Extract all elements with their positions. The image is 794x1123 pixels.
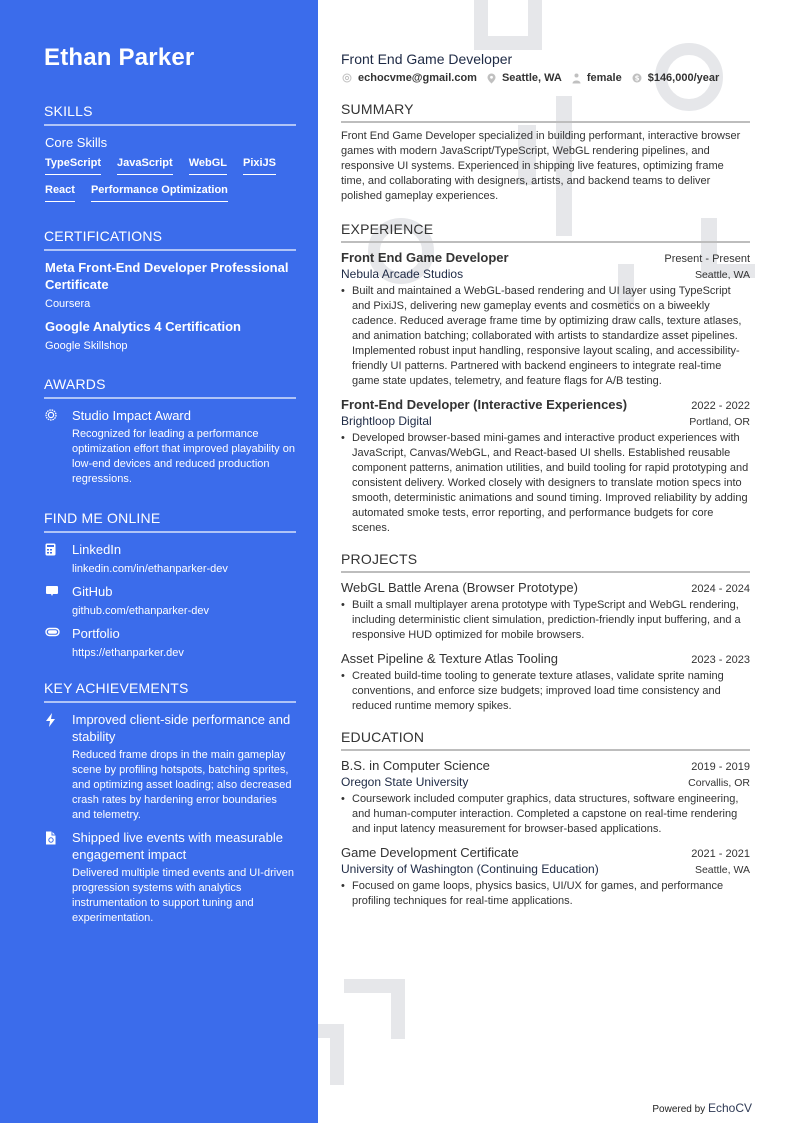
entry-dates: 2024 - 2024 (691, 583, 750, 595)
contact-location (487, 72, 562, 84)
achievement-description: Delivered multiple timed events and UI-driven progression systems with analytics instrumentation to support tuning and experimentation. (72, 867, 294, 924)
award-description: Recognized for leading a performance optimization effort that improved playability on low-end devices and reduced production regressions. (72, 428, 295, 485)
entry-dates: 2022 - 2022 (691, 400, 750, 412)
summary-heading: SUMMARY (341, 100, 750, 123)
entry-bullet: • Coursework included computer graphics, data structures, software engineering, and human-computer interaction. Completed a capstone on real-time rendering and input latency measurement for browser-based applications. (341, 792, 750, 837)
github-link[interactable]: github.com/ethanparker-dev (72, 605, 209, 617)
achievement-description: Reduced frame drops in the main gameplay scene by profiling hotspots, batching sprites, and optimizing asset loading; also decreased crash rates by hardening error boundaries and telemetry. (72, 749, 292, 821)
skill-chip: Performance Optimization (91, 182, 228, 202)
brand-link[interactable]: EchoCV (707, 1101, 752, 1115)
entry-bullet: • Focused on game loops, physics basics, UI/UX for games, and performance profiling techniques for real-time applications. (341, 879, 750, 909)
entry-location: Portland, OR (689, 416, 750, 428)
award-badge-icon (45, 407, 72, 487)
entry-dates: Present - Present (664, 253, 750, 265)
entry-bullet: • Developed browser-based mini-games and interactive product experiences with JavaScript, Canvas/WebGL, and React-based UI shells. Established reusable component patterns, animation utilities, and build tooling for rapid prototyping and consistent delivery. Worked closely with designers to translate motion specs into smooth, deterministic animations and sound timing. Improved reliability by adding automated smoke tests, error reporting, and performance budgets for core scenes. (341, 431, 750, 536)
entry-title: Game Development Certificate (341, 845, 519, 860)
entry-dates: 2023 - 2023 (691, 654, 750, 666)
entry-location: Corvallis, OR (688, 777, 750, 789)
projects-section (341, 550, 750, 714)
projects-heading: PROJECTS (341, 550, 750, 573)
decor-shape (330, 1024, 344, 1085)
entry-bullet: • Created build-time tooling to generate texture atlases, validate sprite naming conventions, and enforce size budgets; improved load time consistency and reduced runtime memory spikes. (341, 669, 750, 714)
online-item-portfolio (45, 625, 296, 661)
achievements-heading: KEY ACHIEVEMENTS (44, 679, 296, 703)
online-label: Portfolio (72, 626, 120, 641)
certification-item (45, 318, 296, 353)
certification-issuer: Google Skillshop (45, 340, 128, 352)
education-entry (341, 844, 750, 909)
linkedin-icon (45, 541, 72, 577)
project-entry (341, 650, 750, 714)
entry-bullet: • Built a small multiplayer arena prototype with TypeScript and WebGL rendering, including deterministic client simulation, prediction-friendly input buffering, and a responsive HUD optimized for mobile browsers. (341, 598, 750, 643)
online-heading: FIND ME ONLINE (44, 509, 296, 533)
contact-email (342, 72, 477, 84)
education-heading: EDUCATION (341, 728, 750, 751)
skill-chip: React (45, 182, 75, 202)
entry-title: Asset Pipeline & Texture Atlas Tooling (341, 651, 559, 666)
linkedin-link[interactable]: linkedin.com/in/ethanparker-dev (72, 563, 228, 575)
skills-group-title: Core Skills (45, 135, 108, 150)
experience-entry (341, 249, 750, 389)
certifications-section (44, 227, 296, 353)
education-section (341, 728, 750, 909)
online-label: LinkedIn (72, 542, 122, 557)
resume-body (341, 50, 750, 916)
entry-org: Nebula Arcade Studios (341, 267, 464, 281)
achievement-title: Improved client-side performance and stability (72, 712, 291, 744)
entry-title: Front-End Developer (Interactive Experiences) (341, 397, 628, 412)
candidate-name: Ethan Parker (44, 44, 195, 71)
achievements-section (44, 679, 296, 926)
contact-gender (572, 72, 622, 84)
gender-text: female (586, 72, 622, 84)
skills-section (44, 102, 296, 209)
portfolio-link[interactable]: https://ethanparker.dev (72, 647, 184, 659)
entry-location: Seattle, WA (694, 864, 750, 876)
skill-chips (45, 155, 296, 209)
entry-dates: 2019 - 2019 (691, 761, 750, 773)
certification-title: Google Analytics 4 Certification (45, 319, 242, 334)
powered-by-footer (652, 1101, 752, 1115)
experience-heading: EXPERIENCE (341, 220, 750, 243)
github-icon (45, 583, 72, 619)
headline-title: Front End Game Developer (341, 51, 513, 67)
decor-shape (391, 979, 405, 1039)
portfolio-icon (45, 625, 72, 661)
awards-heading: AWARDS (44, 375, 296, 399)
online-section (44, 509, 296, 661)
experience-entry (341, 396, 750, 536)
person-icon (572, 73, 581, 84)
certifications-heading: CERTIFICATIONS (44, 227, 296, 251)
contact-salary (632, 72, 720, 84)
decor-shape (474, 36, 542, 50)
online-label: GitHub (72, 584, 113, 599)
online-item-github (45, 583, 296, 619)
skills-heading: SKILLS (44, 102, 296, 126)
achievement-item (45, 711, 296, 823)
location-text: Seattle, WA (501, 72, 562, 84)
education-entry (341, 757, 750, 837)
location-pin-icon (487, 73, 496, 84)
certification-item (45, 259, 296, 311)
entry-location: Seattle, WA (694, 269, 750, 281)
dollar-coin-icon (632, 73, 642, 83)
certification-issuer: Coursera (45, 298, 91, 310)
award-item (45, 407, 296, 487)
skill-chip: PixiJS (243, 155, 276, 175)
entry-title: Front End Game Developer (341, 250, 509, 265)
contact-row (342, 72, 750, 84)
entry-org: University of Washington (Continuing Education) (341, 862, 599, 876)
entry-title: B.S. in Computer Science (341, 758, 490, 773)
summary-text: Front End Game Developer specialized in building performant, interactive browser games with modern JavaScript/TypeScript, WebGL rendering pipelines, and responsive UI systems. Experienced in shipping live features, optimizing frame time, and collaborating with designers, artists, and backend teams to deliver polished gameplay experiences. (341, 130, 741, 202)
online-item-linkedin (45, 541, 296, 577)
svg-text:$: $ (634, 74, 640, 83)
awards-section (44, 375, 296, 487)
skill-chip: WebGL (189, 155, 227, 175)
at-icon (342, 73, 352, 83)
sidebar (0, 0, 318, 1123)
main-content (318, 0, 794, 1123)
entry-title: WebGL Battle Arena (Browser Prototype) (341, 580, 578, 595)
entry-org: Brightloop Digital (341, 414, 432, 428)
achievement-title: Shipped live events with measurable engagement impact (72, 830, 284, 862)
award-title: Studio Impact Award (72, 408, 191, 423)
summary-section (341, 100, 750, 204)
entry-bullet: • Built and maintained a WebGL-based rendering and UI layer using TypeScript and PixiJS, delivering new gameplay events and cosmetics on a biweekly cadence. Reduced average frame time by optimizing draw calls, texture atlases, and animation batching; collaborated with artists to standardize asset pipelines. Implemented robust input handling, responsive layout scaling, and accessibility-friendly UI patterns. Partnered with backend engineers to integrate real-time game state updates, telemetry, and feature flags for A/B testing. (341, 284, 750, 389)
document-icon (45, 829, 72, 926)
certification-title: Meta Front-End Developer Professional Certificate (45, 260, 289, 292)
skill-chip: JavaScript (117, 155, 173, 175)
experience-section (341, 220, 750, 536)
email-text[interactable]: echocvme@gmail.com (358, 72, 477, 84)
achievement-item (45, 829, 296, 926)
entry-dates: 2021 - 2021 (691, 848, 750, 860)
project-entry (341, 579, 750, 643)
entry-org: Oregon State University (341, 775, 469, 789)
lightning-icon (45, 711, 72, 823)
salary-text: $146,000/year (647, 72, 720, 84)
powered-by-label: Powered by (652, 1104, 706, 1115)
skill-chip: TypeScript (45, 155, 101, 175)
